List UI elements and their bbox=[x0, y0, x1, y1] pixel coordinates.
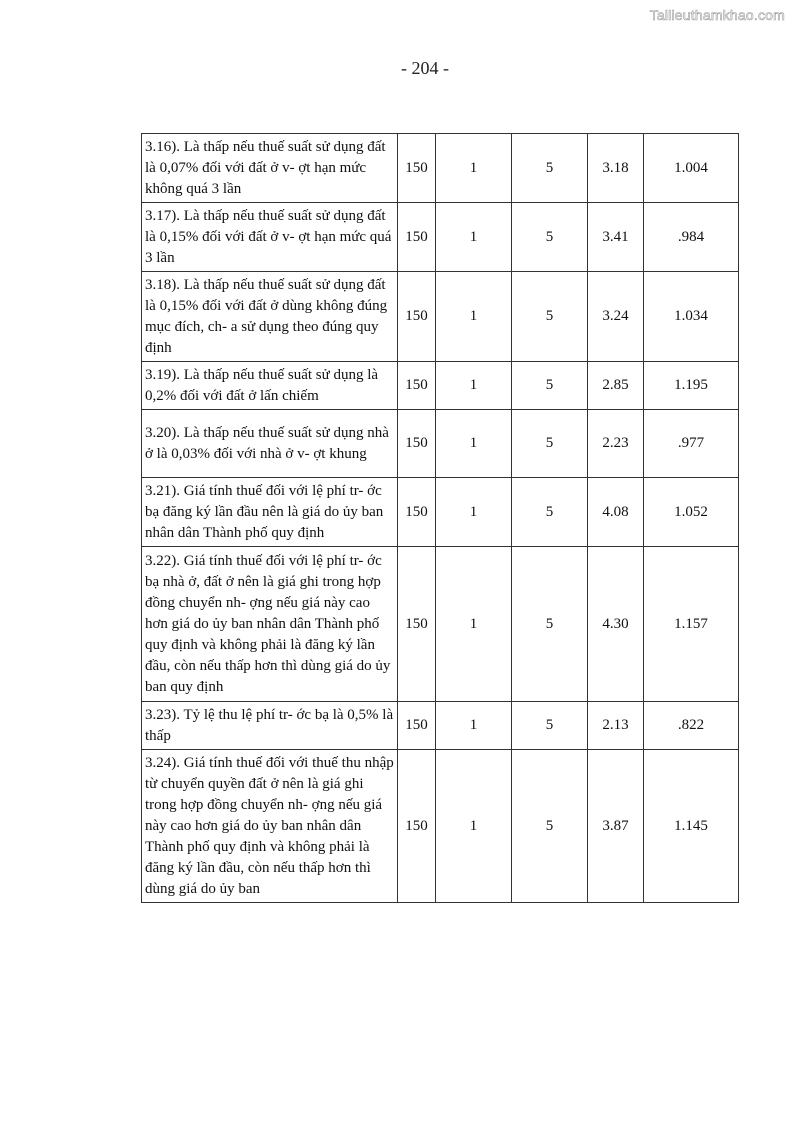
minimum-cell: 1 bbox=[436, 478, 512, 547]
sample-size-cell: 150 bbox=[398, 203, 436, 272]
mean-cell: 2.85 bbox=[588, 362, 644, 410]
item-description: 3.21). Giá tính thuế đối với lệ phí tr- ớc bạ đăng ký lần đầu nên là giá do ủy ban nhân dân Thành phố quy định bbox=[142, 478, 398, 547]
item-description: 3.17). Là thấp nếu thuế suất sử dụng đất là 0,15% đối với đất ở v- ợt hạn mức quá 3 lần bbox=[142, 203, 398, 272]
sample-size-cell: 150 bbox=[398, 478, 436, 547]
mean-cell: 2.13 bbox=[588, 702, 644, 750]
std-deviation-cell: 1.195 bbox=[644, 362, 739, 410]
std-deviation-cell: .822 bbox=[644, 702, 739, 750]
std-deviation-cell: 1.157 bbox=[644, 547, 739, 702]
mean-cell: 4.30 bbox=[588, 547, 644, 702]
mean-cell: 3.41 bbox=[588, 203, 644, 272]
maximum-cell: 5 bbox=[512, 547, 588, 702]
maximum-cell: 5 bbox=[512, 134, 588, 203]
table-row bbox=[142, 203, 739, 272]
std-deviation-cell: 1.004 bbox=[644, 134, 739, 203]
std-deviation-cell: 1.145 bbox=[644, 750, 739, 903]
item-description: 3.22). Giá tính thuế đối với lệ phí tr- ớc bạ nhà ở, đất ở nên là giá ghi trong hợp đồng chuyển nh- ợng nếu giá này cao hơn giá do ủy ban nhân dân Thành phố quy định và không phải là đăng ký lần đầu, còn nếu thấp hơn thì dùng giá do ủy ban quy định bbox=[142, 547, 398, 702]
std-deviation-cell: 1.052 bbox=[644, 478, 739, 547]
page-number: - 204 - bbox=[401, 58, 449, 78]
mean-cell: 2.23 bbox=[588, 410, 644, 478]
table-row bbox=[142, 702, 739, 750]
minimum-cell: 1 bbox=[436, 547, 512, 702]
mean-cell: 3.18 bbox=[588, 134, 644, 203]
statistics-table bbox=[141, 133, 739, 903]
std-deviation-cell: .984 bbox=[644, 203, 739, 272]
maximum-cell: 5 bbox=[512, 272, 588, 362]
maximum-cell: 5 bbox=[512, 478, 588, 547]
minimum-cell: 1 bbox=[436, 203, 512, 272]
table-row bbox=[142, 134, 739, 203]
table-row bbox=[142, 272, 739, 362]
table-row bbox=[142, 478, 739, 547]
maximum-cell: 5 bbox=[512, 702, 588, 750]
sample-size-cell: 150 bbox=[398, 702, 436, 750]
table-row bbox=[142, 750, 739, 903]
table-row bbox=[142, 362, 739, 410]
maximum-cell: 5 bbox=[512, 362, 588, 410]
minimum-cell: 1 bbox=[436, 750, 512, 903]
mean-cell: 4.08 bbox=[588, 478, 644, 547]
minimum-cell: 1 bbox=[436, 272, 512, 362]
minimum-cell: 1 bbox=[436, 362, 512, 410]
item-description: 3.20). Là thấp nếu thuế suất sử dụng nhà ở là 0,03% đối với nhà ở v- ợt khung bbox=[142, 410, 398, 478]
mean-cell: 3.87 bbox=[588, 750, 644, 903]
mean-cell: 3.24 bbox=[588, 272, 644, 362]
sample-size-cell: 150 bbox=[398, 547, 436, 702]
std-deviation-cell: 1.034 bbox=[644, 272, 739, 362]
item-description: 3.23). Tỷ lệ thu lệ phí tr- ớc bạ là 0,5% là thấp bbox=[142, 702, 398, 750]
minimum-cell: 1 bbox=[436, 702, 512, 750]
sample-size-cell: 150 bbox=[398, 750, 436, 903]
item-description: 3.18). Là thấp nếu thuế suất sử dụng đất là 0,15% đối với đất ở dùng không đúng mục đích, ch- a sử dụng theo đúng quy định bbox=[142, 272, 398, 362]
table-row bbox=[142, 547, 739, 702]
item-description: 3.19). Là thấp nếu thuế suất sử dụng là 0,2% đối với đất ở lấn chiếm bbox=[142, 362, 398, 410]
sample-size-cell: 150 bbox=[398, 134, 436, 203]
maximum-cell: 5 bbox=[512, 750, 588, 903]
minimum-cell: 1 bbox=[436, 134, 512, 203]
maximum-cell: 5 bbox=[512, 410, 588, 478]
sample-size-cell: 150 bbox=[398, 410, 436, 478]
watermark-text: Tailieuthamkhao.com bbox=[649, 7, 785, 23]
sample-size-cell: 150 bbox=[398, 272, 436, 362]
minimum-cell: 1 bbox=[436, 410, 512, 478]
item-description: 3.24). Giá tính thuế đối với thuế thu nhập từ chuyển quyền đất ở nên là giá ghi trong hợp đồng chuyển nh- ợng nếu giá này cao hơn giá do ủy ban nhân dân Thành phố quy định và không phải là đăng ký lần đầu, còn nếu thấp hơn thì dùng giá do ủy ban bbox=[142, 750, 398, 903]
table-row bbox=[142, 410, 739, 478]
sample-size-cell: 150 bbox=[398, 362, 436, 410]
std-deviation-cell: .977 bbox=[644, 410, 739, 478]
maximum-cell: 5 bbox=[512, 203, 588, 272]
item-description: 3.16). Là thấp nếu thuế suất sử dụng đất là 0,07% đối với đất ở v- ợt hạn mức không quá 3 lần bbox=[142, 134, 398, 203]
